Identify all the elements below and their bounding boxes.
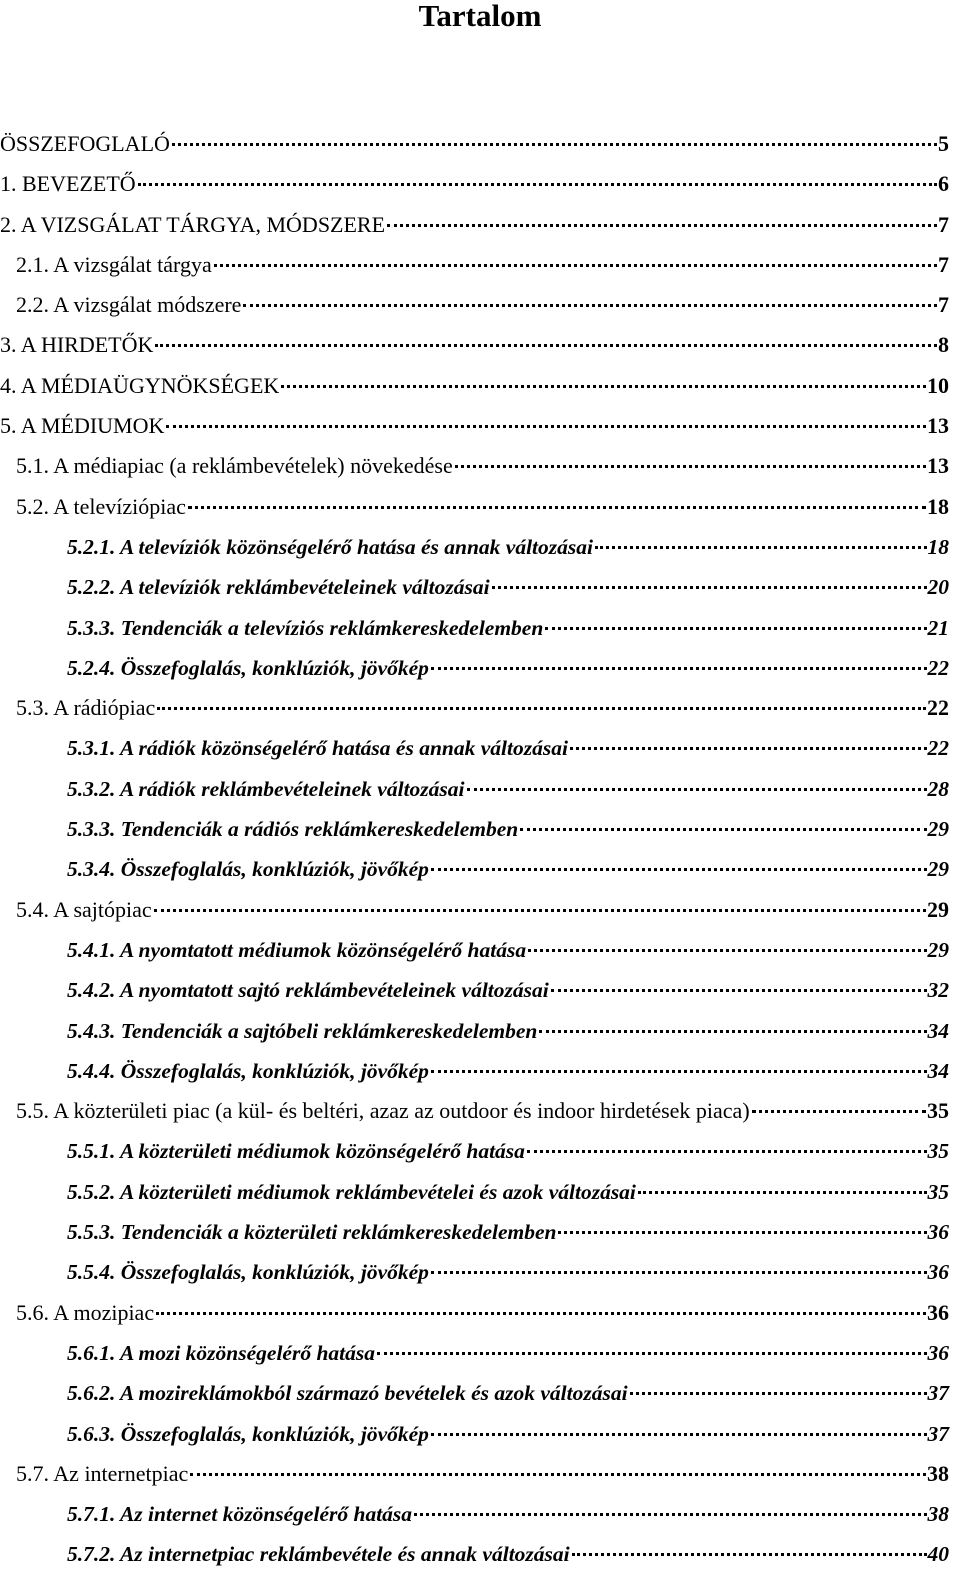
toc-entry-title: 1. BEVEZETŐ xyxy=(0,171,136,197)
toc-entry-page-number: 36 xyxy=(927,1260,949,1285)
toc-entry-page-number: 36 xyxy=(927,1220,949,1245)
dot-leader xyxy=(138,183,937,186)
toc-entry[interactable] xyxy=(0,205,949,245)
toc-entry[interactable] xyxy=(0,1131,949,1171)
toc-entry-page-number: 36 xyxy=(927,1299,949,1325)
toc-entry-title: 5.2.1. A televíziók közönségelérő hatása és annak változásai xyxy=(67,534,593,559)
toc-entry-page-number: 22 xyxy=(927,695,949,721)
toc-entry[interactable] xyxy=(0,406,949,446)
dot-leader xyxy=(558,1231,926,1234)
toc-entry-title: 5.6.3. Összefoglalás, konklúziók, jövőkép xyxy=(67,1421,429,1446)
dot-leader xyxy=(431,1433,927,1436)
table-of-contents xyxy=(0,124,949,1575)
dot-leader xyxy=(752,1110,926,1113)
toc-entry-page-number: 7 xyxy=(938,292,949,318)
toc-entry-page-number: 22 xyxy=(927,655,949,680)
toc-entry[interactable] xyxy=(0,1051,949,1091)
dot-leader xyxy=(467,788,927,791)
dot-leader xyxy=(572,1553,927,1556)
toc-entry[interactable] xyxy=(0,608,949,648)
toc-entry-title: 2.2. A vizsgálat módszere xyxy=(16,292,242,318)
toc-entry-page-number: 7 xyxy=(938,251,949,277)
dot-leader xyxy=(455,465,926,468)
dot-leader xyxy=(520,828,926,831)
toc-entry[interactable] xyxy=(0,527,949,567)
toc-entry-title: 4. A MÉDIAÜGYNÖKSÉGEK xyxy=(0,372,280,398)
page-title: Tartalom xyxy=(418,0,542,33)
toc-entry-title: 5.7.2. Az internetpiac reklámbevétele és annak változásai xyxy=(67,1542,570,1567)
toc-entry-page-number: 22 xyxy=(927,736,949,761)
toc-entry-page-number: 18 xyxy=(927,534,949,559)
toc-entry-page-number: 13 xyxy=(927,453,949,479)
toc-entry-page-number: 32 xyxy=(927,978,949,1003)
dot-leader xyxy=(190,1473,926,1476)
toc-entry-page-number: 10 xyxy=(927,372,949,398)
toc-entry[interactable] xyxy=(0,648,949,688)
toc-entry-title: 5.3. A rádiópiac xyxy=(16,695,156,721)
toc-entry[interactable] xyxy=(0,446,949,486)
dot-leader xyxy=(630,1392,927,1395)
dot-leader xyxy=(539,1030,926,1033)
toc-entry-page-number: 34 xyxy=(927,1018,949,1043)
dot-leader xyxy=(214,264,937,267)
dot-leader xyxy=(595,546,927,549)
dot-leader xyxy=(188,506,926,509)
toc-entry-page-number: 37 xyxy=(927,1381,949,1406)
toc-entry-page-number: 5 xyxy=(938,131,949,156)
dot-leader xyxy=(166,425,926,428)
toc-entry[interactable] xyxy=(0,164,949,204)
toc-entry[interactable] xyxy=(0,285,949,325)
toc-entry[interactable] xyxy=(0,1212,949,1252)
dot-leader xyxy=(243,304,937,307)
toc-entry-page-number: 29 xyxy=(927,857,949,882)
toc-entry-page-number: 29 xyxy=(927,817,949,842)
toc-entry-title: 5.3.2. A rádiók reklámbevételeinek változásai xyxy=(67,776,465,801)
toc-entry-title: 5.2.2. A televíziók reklámbevételeinek változásai xyxy=(67,575,490,600)
toc-entry[interactable] xyxy=(0,1172,949,1212)
toc-entry[interactable] xyxy=(0,366,949,406)
toc-entry-title: 5.5.3. Tendenciák a közterületi reklámkereskedelemben xyxy=(67,1220,557,1245)
toc-entry-title: 5. A MÉDIUMOK xyxy=(0,413,165,439)
toc-entry-page-number: 7 xyxy=(938,211,949,237)
toc-entry-title: 5.5.1. A közterületi médiumok közönségelérő hatása xyxy=(67,1139,525,1164)
toc-entry-title: 5.5. A közterületi piac (a kül- és beltéri, azaz az outdoor és indoor hirdetések piaca) xyxy=(16,1098,750,1124)
toc-entry[interactable] xyxy=(0,930,949,970)
toc-entry[interactable] xyxy=(0,728,949,768)
toc-entry-title: 5.5.2. A közterületi médiumok reklámbevételei és azok változásai xyxy=(67,1179,636,1204)
toc-entry-title: ÖSSZEFOGLALÓ xyxy=(0,131,170,156)
dot-leader xyxy=(281,385,926,388)
dot-leader xyxy=(638,1191,927,1194)
toc-entry[interactable] xyxy=(0,849,949,889)
dot-leader xyxy=(570,747,927,750)
toc-entry-title: 3. A HIRDETŐK xyxy=(0,332,154,358)
toc-entry-title: 5.7.1. Az internet közönségelérő hatása xyxy=(67,1502,413,1527)
toc-entry-page-number: 38 xyxy=(927,1460,949,1486)
dot-leader xyxy=(377,1352,926,1355)
dot-leader xyxy=(431,868,927,871)
dot-leader xyxy=(528,949,926,952)
toc-entry[interactable] xyxy=(0,1252,949,1292)
toc-entry-page-number: 35 xyxy=(927,1098,949,1124)
toc-entry[interactable] xyxy=(0,1494,949,1534)
toc-entry-title: 5.4.1. A nyomtatott médiumok közönségelérő hatása xyxy=(67,937,527,962)
toc-entry-title: 5.4. A sajtópiac xyxy=(16,896,152,922)
toc-entry-title: 5.2.4. Összefoglalás, konklúziók, jövőkép xyxy=(67,655,429,680)
toc-entry[interactable] xyxy=(0,124,949,164)
toc-entry-title: 5.3.1. A rádiók közönségelérő hatása és annak változásai xyxy=(67,736,568,761)
toc-entry-title: 5.5.4. Összefoglalás, konklúziók, jövőkép xyxy=(67,1260,429,1285)
toc-entry-page-number: 18 xyxy=(927,493,949,519)
toc-entry-title: 5.4.2. A nyomtatott sajtó reklámbevételeinek változásai xyxy=(67,978,549,1003)
toc-entry[interactable] xyxy=(0,1091,949,1131)
toc-entry-page-number: 35 xyxy=(927,1139,949,1164)
toc-entry-title: 5.4.3. Tendenciák a sajtóbeli reklámkereskedelemben xyxy=(67,1018,538,1043)
toc-entry[interactable] xyxy=(0,245,949,285)
toc-entry[interactable] xyxy=(0,1373,949,1413)
toc-entry-title: 5.3.3. Tendenciák a rádiós reklámkereskedelemben xyxy=(67,817,519,842)
toc-entry[interactable] xyxy=(0,1293,949,1333)
toc-entry-title: 5.6. A mozipiac xyxy=(16,1299,155,1325)
toc-entry-title: 2. A VIZSGÁLAT TÁRGYA, MÓDSZERE xyxy=(0,211,386,237)
dot-leader xyxy=(527,1150,927,1153)
toc-entry[interactable] xyxy=(0,1454,949,1494)
toc-entry[interactable] xyxy=(0,1333,949,1373)
dot-leader xyxy=(492,586,927,589)
dot-leader xyxy=(545,627,926,630)
toc-entry[interactable] xyxy=(0,567,949,607)
dot-leader xyxy=(172,143,937,146)
toc-entry[interactable] xyxy=(0,890,949,930)
toc-entry-title: 5.6.1. A mozi közönségelérő hatása xyxy=(67,1340,376,1365)
toc-entry-title: 5.6.2. A mozireklámokból származó bevételek és azok változásai xyxy=(67,1381,628,1406)
toc-entry-page-number: 34 xyxy=(927,1058,949,1083)
toc-entry-page-number: 40 xyxy=(927,1542,949,1567)
toc-entry-title: 5.7. Az internetpiac xyxy=(16,1460,189,1486)
toc-entry-page-number: 21 xyxy=(927,615,949,640)
toc-entry-title: 5.3.3. Tendenciák a televíziós reklámkereskedelemben xyxy=(67,615,544,640)
toc-entry-page-number: 29 xyxy=(927,937,949,962)
dot-leader xyxy=(156,1312,926,1315)
toc-entry[interactable] xyxy=(0,688,949,728)
toc-entry-page-number: 28 xyxy=(927,776,949,801)
toc-entry[interactable] xyxy=(0,809,949,849)
toc-entry-title: 2.1. A vizsgálat tárgya xyxy=(16,251,212,277)
toc-entry-page-number: 8 xyxy=(938,332,949,358)
dot-leader xyxy=(157,707,926,710)
toc-entry-title: 5.4.4. Összefoglalás, konklúziók, jövőkép xyxy=(67,1058,429,1083)
dot-leader xyxy=(387,224,937,227)
toc-entry[interactable] xyxy=(0,325,949,365)
toc-entry[interactable] xyxy=(0,1414,949,1454)
toc-entry-page-number: 20 xyxy=(927,575,949,600)
toc-entry-page-number: 36 xyxy=(927,1340,949,1365)
toc-entry[interactable] xyxy=(0,487,949,527)
toc-entry-page-number: 13 xyxy=(927,413,949,439)
toc-entry-page-number: 35 xyxy=(927,1179,949,1204)
toc-entry-page-number: 38 xyxy=(927,1502,949,1527)
toc-entry-title: 5.1. A médiapiac (a reklámbevételek) növekedése xyxy=(16,453,453,479)
dot-leader xyxy=(431,1070,927,1073)
dot-leader xyxy=(551,989,927,992)
toc-entry-title: 5.2. A televíziópiac xyxy=(16,493,186,519)
dot-leader xyxy=(414,1513,926,1516)
dot-leader xyxy=(431,667,927,670)
dot-leader xyxy=(431,1271,927,1274)
toc-entry[interactable] xyxy=(0,1534,949,1574)
dot-leader xyxy=(154,909,926,912)
toc-entry-page-number: 29 xyxy=(927,896,949,922)
toc-entry[interactable] xyxy=(0,970,949,1010)
toc-entry-page-number: 6 xyxy=(938,171,949,197)
toc-entry[interactable] xyxy=(0,1011,949,1051)
toc-entry-title: 5.3.4. Összefoglalás, konklúziók, jövőkép xyxy=(67,857,429,882)
dot-leader xyxy=(155,344,937,347)
toc-entry[interactable] xyxy=(0,769,949,809)
toc-entry-page-number: 37 xyxy=(927,1421,949,1446)
